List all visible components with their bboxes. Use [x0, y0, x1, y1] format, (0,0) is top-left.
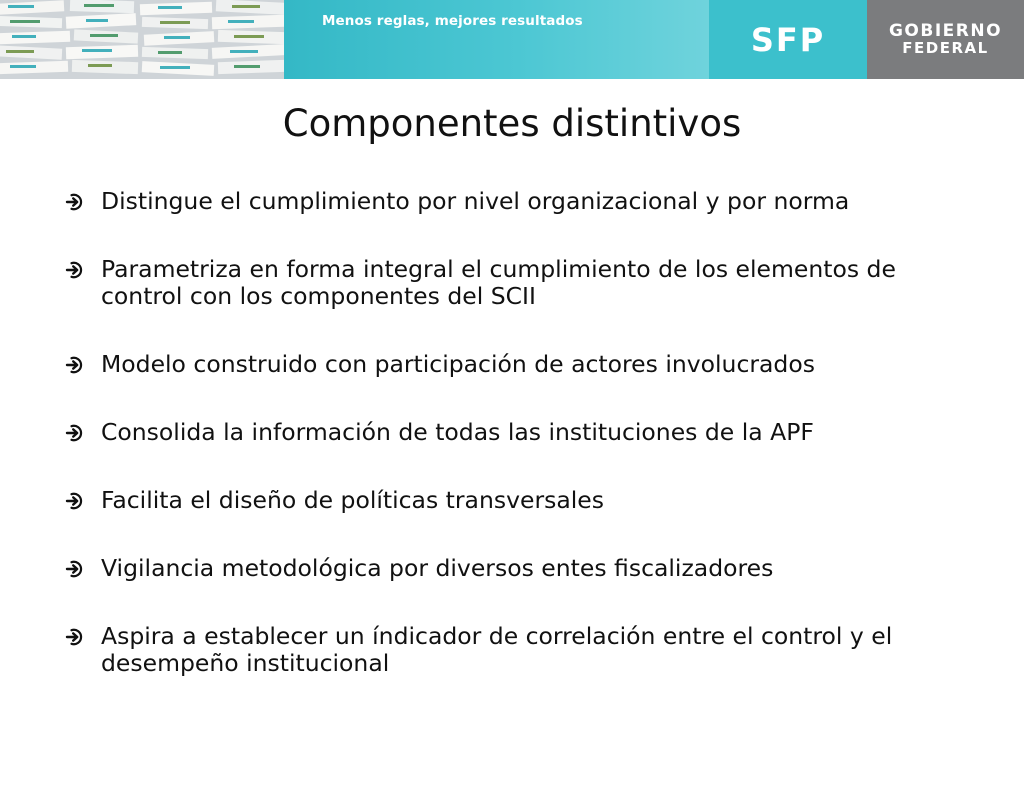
- tagline-panel: [284, 0, 709, 79]
- stacked-documents-photo: [0, 0, 284, 79]
- bullet-list: [64, 188, 964, 718]
- bullet-item: [64, 351, 964, 378]
- circled-arrow-right-icon: [64, 419, 101, 446]
- bullet-text: Modelo construido con participación de actores involucrados: [101, 350, 815, 378]
- circled-arrow-right-icon: [64, 188, 101, 215]
- bullet-item: [64, 623, 964, 677]
- circled-arrow-right-icon: [64, 487, 101, 514]
- bullet-text: Vigilancia metodológica por diversos entes fiscalizadores: [101, 554, 774, 582]
- circled-arrow-right-icon: [64, 555, 101, 582]
- sfp-logo-panel: [709, 0, 867, 79]
- gobierno-federal-logo: [867, 0, 1024, 79]
- header-banner: [0, 0, 1024, 79]
- bullet-item: [64, 555, 964, 582]
- bullet-text: Distingue el cumplimiento por nivel organizacional y por norma: [101, 187, 850, 215]
- bullet-text: Facilita el diseño de políticas transversales: [101, 486, 604, 514]
- sfp-logo: SFP: [750, 20, 826, 59]
- header-photo: [0, 0, 284, 79]
- bullet-item: [64, 487, 964, 514]
- bullet-text: Parametriza en forma integral el cumplimiento de los elementos de control con los componentes del SCII: [101, 255, 896, 310]
- gobierno-logo-line1: GOBIERNO: [888, 20, 1003, 41]
- circled-arrow-right-icon: [64, 623, 101, 650]
- header-tagline: Menos reglas, mejores resultados: [322, 13, 583, 29]
- bullet-item: [64, 256, 964, 310]
- bullet-text: Consolida la información de todas las instituciones de la APF: [101, 418, 814, 446]
- slide-title: Componentes distintivos: [282, 102, 742, 145]
- bullet-text: Aspira a establecer un índicador de correlación entre el control y el desempeño institucional: [101, 622, 893, 677]
- circled-arrow-right-icon: [64, 256, 101, 283]
- bullet-item: [64, 419, 964, 446]
- circled-arrow-right-icon: [64, 351, 101, 378]
- gobierno-logo-line2: FEDERAL: [902, 38, 989, 57]
- bullet-item: [64, 188, 964, 215]
